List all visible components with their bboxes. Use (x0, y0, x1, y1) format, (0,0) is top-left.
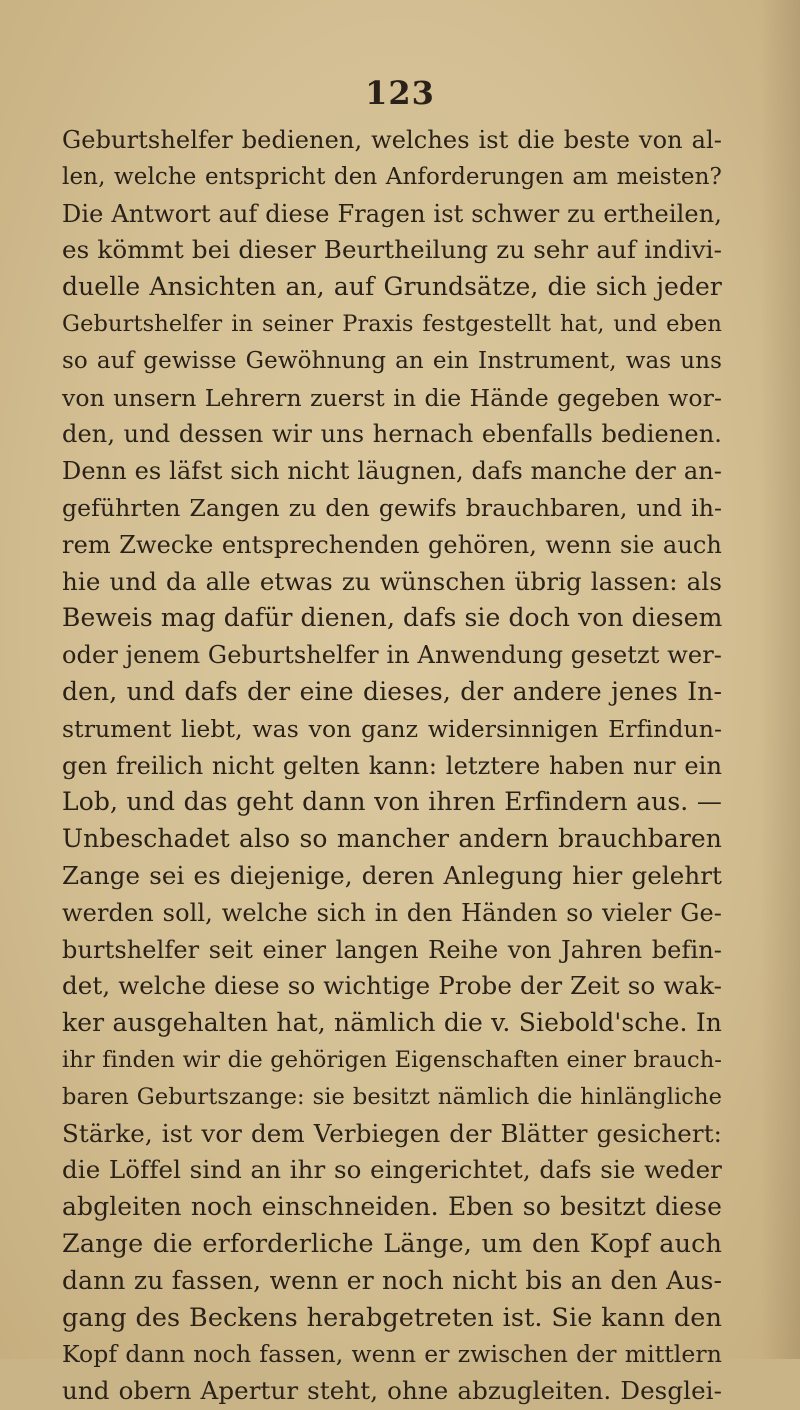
text-line: von unsern Lehrern zuerst in die Hände gegeben wor- (62, 383, 722, 412)
text-line: den, und dessen wir uns hernach ebenfalls bedienen. (62, 420, 722, 449)
text-line: gen freilich nicht gelten kann: letztere haben nur ein (62, 751, 722, 780)
text-line: Unbeschadet also so mancher andern brauchbaren (62, 824, 722, 854)
text-line: Die Antwort auf diese Fragen ist schwer zu ertheilen, (62, 199, 722, 228)
text-line: die Löffel sind an ihr so eingerichtet, dafs sie weder (62, 1155, 722, 1185)
text-line: den, und dafs der eine dieses, der andere jenes In- (62, 676, 722, 706)
body-text (62, 122, 722, 1410)
text-line: dann zu fassen, wenn er noch nicht bis an den Aus- (62, 1265, 722, 1295)
text-line: Zange sei es diejenige, deren Anlegung hier gelehrt (62, 860, 722, 890)
text-line: oder jenem Geburtshelfer in Anwendung gesetzt wer- (62, 641, 722, 670)
text-line: abgleiten noch einschneiden. Eben so besitzt diese (62, 1192, 722, 1222)
text-line: ker ausgehalten hat, nämlich die v. Siebold'sche. In (62, 1008, 722, 1038)
text-line: geführten Zangen zu den gewifs brauchbaren, und ih- (62, 493, 722, 522)
text-line: Denn es läfst sich nicht läugnen, dafs manche der an- (62, 457, 722, 486)
text-line: len, welche entspricht den Anforderungen am meisten? (62, 163, 722, 190)
text-line: und obern Apertur steht, ohne abzugleiten. Desglei- (62, 1376, 722, 1406)
text-line: duelle Ansichten an, auf Grundsätze, die sich jeder (62, 272, 722, 302)
text-line: baren Geburtszange: sie besitzt nämlich die hinlängliche (62, 1083, 722, 1110)
text-line: hie und da alle etwas zu wünschen übrig lassen: als (62, 566, 722, 596)
page-edge-shadow (760, 0, 800, 1359)
page-number: 123 (365, 74, 435, 112)
text-line: rem Zwecke entsprechenden gehören, wenn sie auch (62, 530, 722, 559)
text-line: Stärke, ist vor dem Verbiegen der Blätter gesichert: (62, 1118, 722, 1148)
text-line: Geburtshelfer in seiner Praxis festgestellt hat, und eben (62, 310, 722, 337)
text-line: Zange die erforderliche Länge, um den Kopf auch (62, 1228, 722, 1259)
text-line: Lob, und das geht dann von ihren Erfindern aus. — (62, 787, 722, 817)
text-line: werden soll, welche sich in den Händen so vieler Ge- (62, 898, 722, 927)
text-line: Kopf dann noch fassen, wenn er zwischen der mittlern (62, 1340, 722, 1369)
text-line: so auf gewisse Gewöhnung an ein Instrument, was uns (62, 347, 722, 374)
text-line: ihr finden wir die gehörigen Eigenschaften einer brauch- (62, 1046, 722, 1073)
text-line: burtshelfer seit einer langen Reihe von Jahren befin- (62, 935, 722, 964)
text-line: Beweis mag dafür dienen, dafs sie doch von diesem (62, 603, 723, 633)
text-line: det, welche diese so wichtige Probe der Zeit so wak- (62, 971, 722, 1001)
text-line: strument liebt, was von ganz widersinnigen Erfindun- (62, 714, 722, 743)
text-line: Geburtshelfer bedienen, welches ist die beste von al- (62, 126, 722, 154)
text-line: es kömmt bei dieser Beurtheilung zu sehr auf indivi- (62, 235, 722, 265)
text-line: gang des Beckens herabgetreten ist. Sie kann den (62, 1302, 722, 1333)
